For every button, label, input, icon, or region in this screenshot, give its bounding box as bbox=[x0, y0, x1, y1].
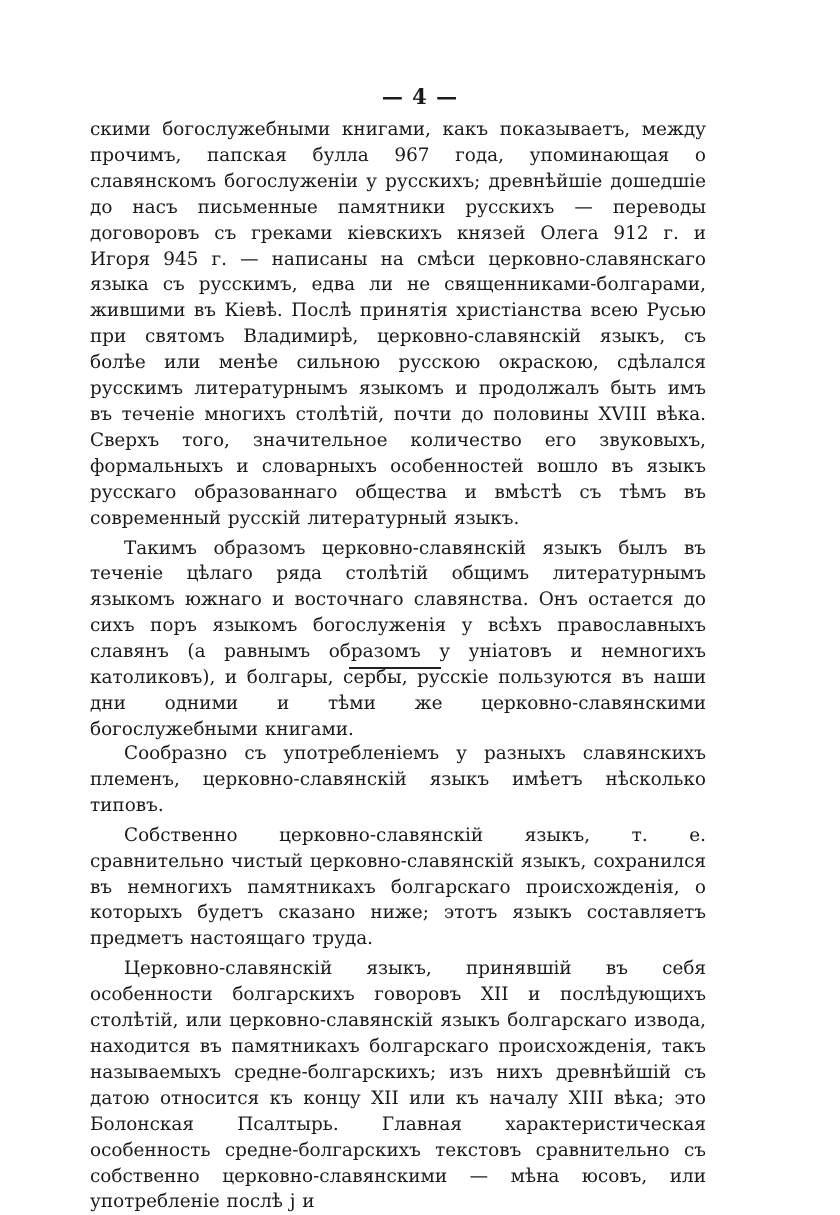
section-b bbox=[90, 741, 706, 1215]
paragraph: Сообразно съ употребленіемъ у разныхъ славянскихъ племенъ, церковно-славянскій языкъ имѣетъ нѣсколько типовъ. bbox=[90, 743, 706, 816]
section-separator bbox=[349, 667, 441, 669]
paragraph-continued: скими богослужебными книгами, какъ показываетъ, между прочимъ, папская булла 967 года, упоминающая о славянскомъ богослуженіи у русскихъ; древнѣйшіе дошедшіе до насъ письменные памятники русскихъ — переводы договоровъ съ греками кіевскихъ князей Олега 912 г. и Игоря 945 г. — написаны на смѣси церковно-славянскаго языка съ русскимъ, едва ли не священниками-болгарами, жившими въ Кіевѣ. Послѣ принятія христіанства всею Русью при святомъ Владимирѣ, церковно-славянскій языкъ, съ болѣе или менѣе сильною русскою окраскою, сдѣлался русскимъ литературнымъ языкомъ и продолжалъ быть имъ въ теченіе многихъ столѣтій, почти до половины XVIII вѣка. Сверхъ того, значительное количество его звуковыхъ, формальныхъ и словарныхъ особенностей вошло въ языкъ русскаго образованнаго общества и вмѣстѣ съ тѣмъ въ современный русскій литературный языкъ. bbox=[90, 119, 706, 529]
paragraph: Церковно-славянскій языкъ, принявшій въ себя особенности болгарскихъ говоровъ XII и послѣдующихъ столѣтій, или церковно-славянскій языкъ болгарскаго извода, находится въ памятникахъ болгарскаго происхожденія, такъ называемыхъ средне-болгарскихъ; изъ нихъ древнѣйшій съ датою относится къ концу XII или къ началу XIII вѣка; это Болонская Псалтырь. Главная характеристическая особенность средне-болгарскихъ текстовъ сравнительно съ собственно церковно-славянскими — мѣна юсовъ, или употребленіе послѣ ј и bbox=[90, 958, 706, 1213]
paragraph: Такимъ образомъ церковно-славянскій языкъ былъ въ теченіе цѣлаго ряда столѣтій общимъ литературнымъ языкомъ южнаго и восточнаго славянства. Онъ остается до сихъ поръ языкомъ богослуженія у всѣхъ православныхъ славянъ (а равнымъ образомъ у уніатовъ и немногихъ католиковъ), и болгары, сербы, русскіе пользуются въ наши дни одними и тѣми же церковно-славянскими богослужебными книгами. bbox=[90, 537, 706, 740]
section-a bbox=[90, 117, 706, 743]
paragraph: Собственно церковно-славянскій языкъ, т. е. сравнительно чистый церковно-славянскій языкъ, сохранился въ немногихъ памятникахъ болгарскаго происхожденія, о которыхъ будетъ сказано ниже; этотъ языкъ составляетъ предметъ настоящаго труда. bbox=[90, 824, 706, 950]
page-number: — 4 — bbox=[381, 84, 459, 109]
